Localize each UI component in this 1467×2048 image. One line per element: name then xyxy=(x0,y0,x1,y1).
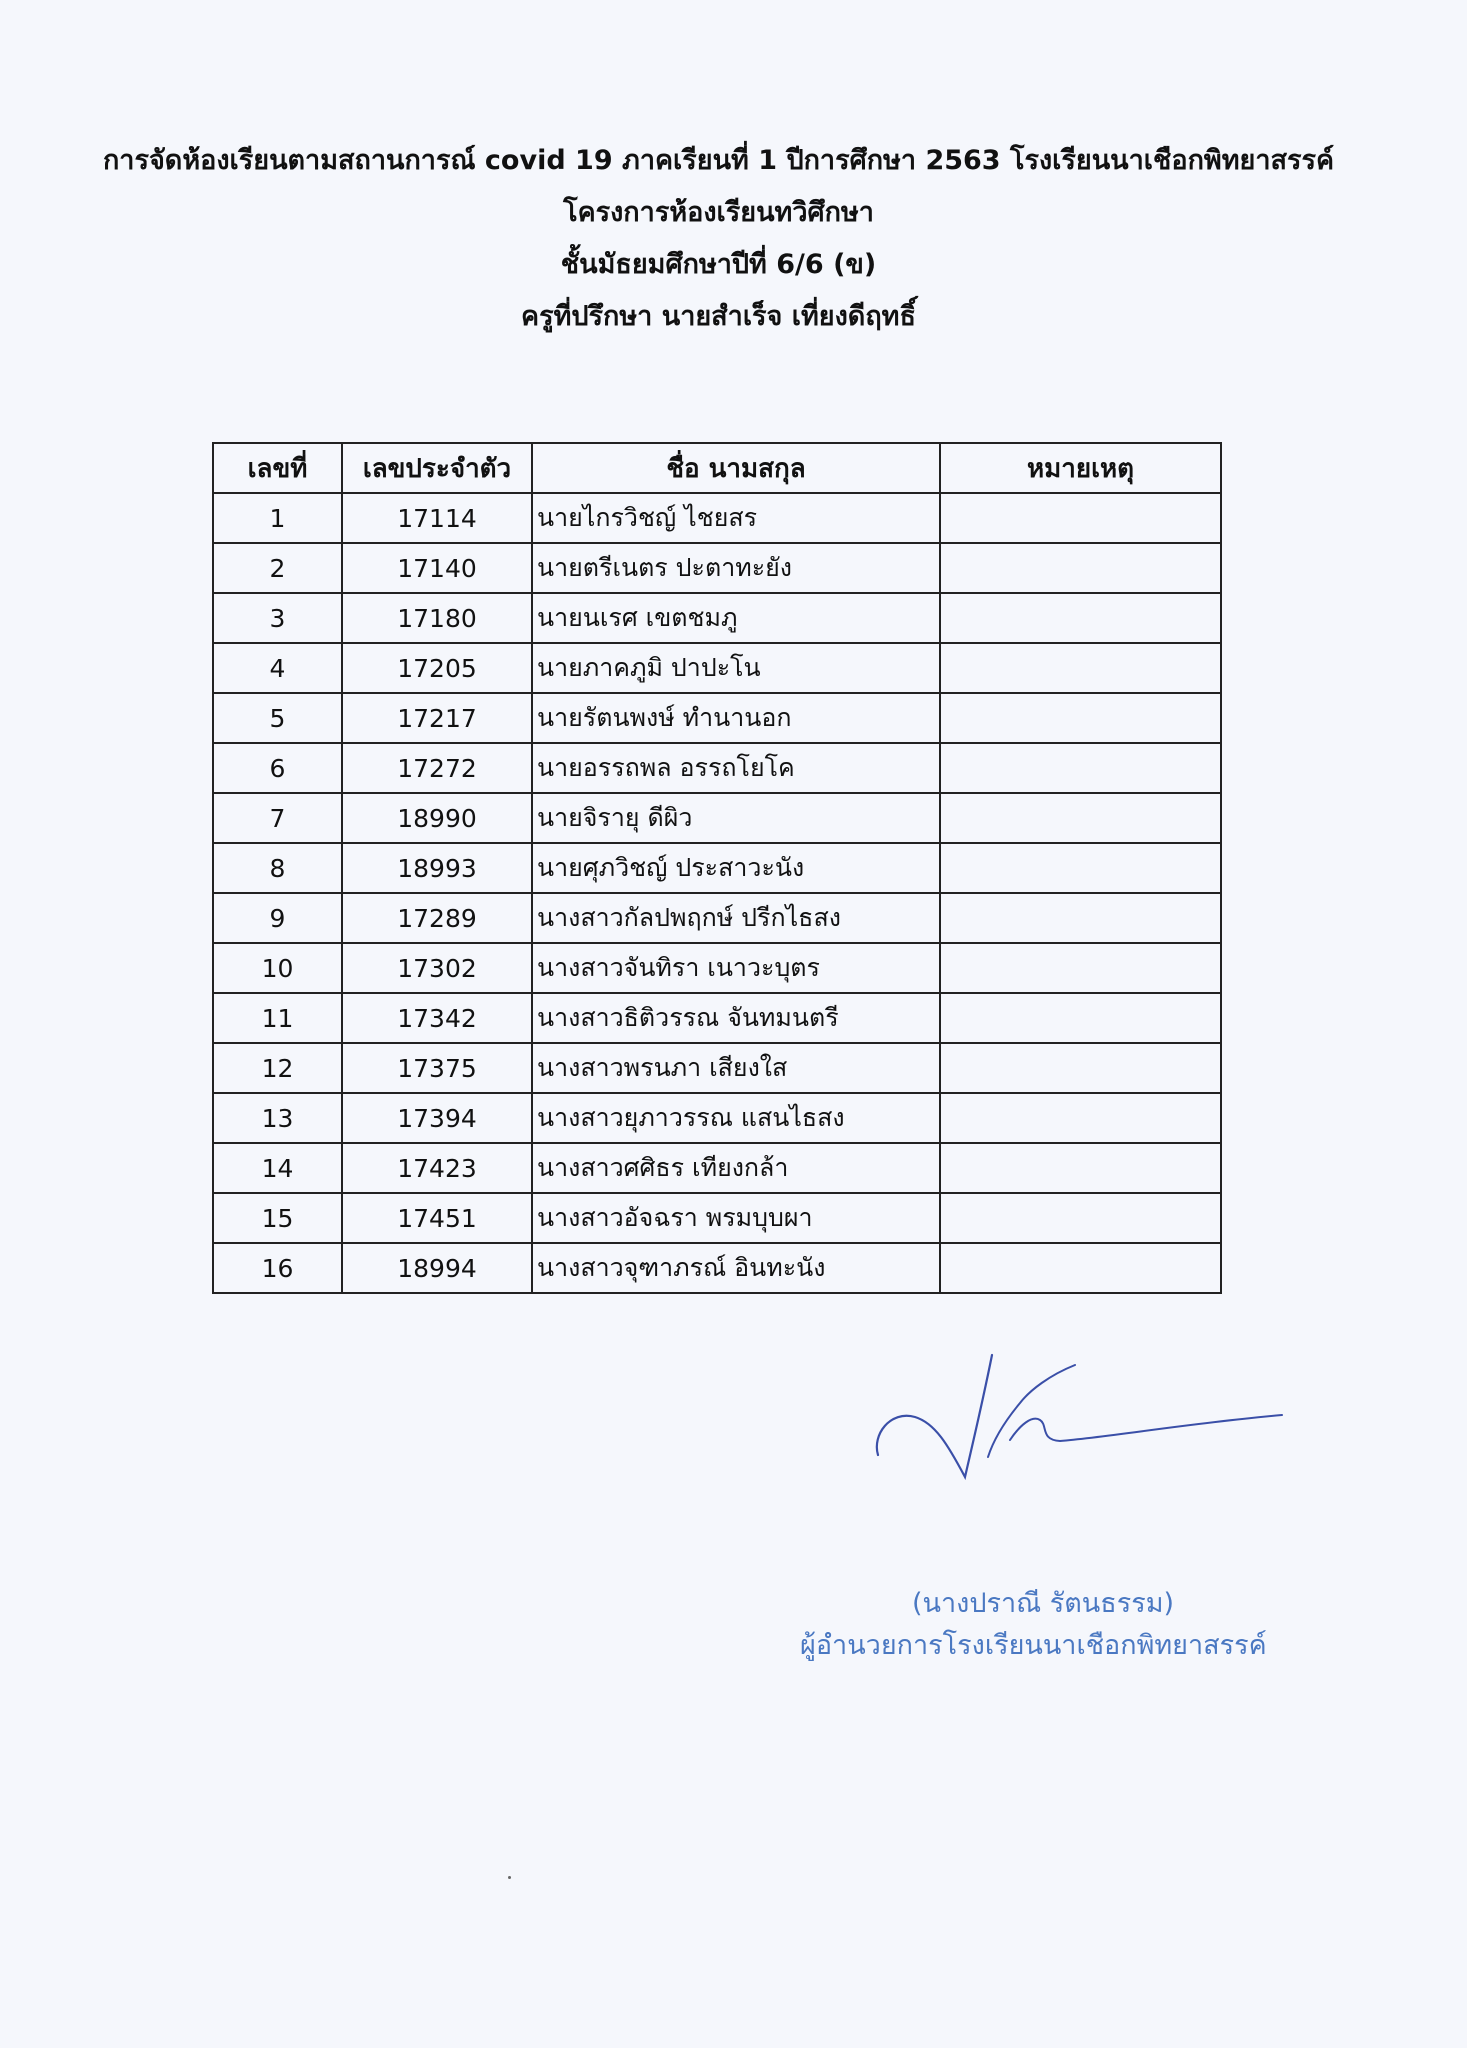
column-header-no: เลขที่ xyxy=(213,443,342,493)
table-row xyxy=(213,893,1221,943)
cell-student-name: นางสาวศศิธร เทียงกล้า xyxy=(532,1143,940,1193)
cell-note xyxy=(940,1143,1221,1193)
cell-student-name: นางสาวพรนภา เสียงใส xyxy=(532,1043,940,1093)
cell-note xyxy=(940,493,1221,543)
cell-student-name: นางสาวธิติวรรณ จันทมนตรี xyxy=(532,993,940,1043)
cell-number: 5 xyxy=(213,693,342,743)
cell-student-id: 18990 xyxy=(342,793,532,843)
cell-student-name: นายไกรวิชญ์ ไชยสร xyxy=(532,493,940,543)
cell-student-name: นางสาวจุฑาภรณ์ อินทะนัง xyxy=(532,1243,940,1293)
cell-student-id: 17140 xyxy=(342,543,532,593)
cell-student-id: 18994 xyxy=(342,1243,532,1293)
cell-number: 2 xyxy=(213,543,342,593)
table-row xyxy=(213,643,1221,693)
cell-note xyxy=(940,1043,1221,1093)
signer-position: ผู้อำนวยการโรงเรียนนาเชือกพิทยาสรรค์ xyxy=(800,1630,1267,1661)
table-row xyxy=(213,843,1221,893)
column-header-id: เลขประจำตัว xyxy=(342,443,532,493)
cell-student-id: 17205 xyxy=(342,643,532,693)
table-row xyxy=(213,793,1221,843)
header-title: การจัดห้องเรียนตามสถานการณ์ covid 19 ภาคเรียนที่ 1 ปีการศึกษา 2563 โรงเรียนนาเชือกพิทยาสรรค์ xyxy=(102,145,1335,176)
document-header xyxy=(0,135,1467,343)
cell-student-name: นางสาวกัลปพฤกษ์ ปรีกไธสง xyxy=(532,893,940,943)
cell-number: 7 xyxy=(213,793,342,843)
cell-student-name: นางสาวยุภาวรรณ แสนไธสง xyxy=(532,1093,940,1143)
cell-student-name: นายจิรายุ ดีผิว xyxy=(532,793,940,843)
table-row xyxy=(213,493,1221,543)
table-row xyxy=(213,1243,1221,1293)
table-row xyxy=(213,693,1221,743)
table-row xyxy=(213,993,1221,1043)
cell-number: 8 xyxy=(213,843,342,893)
table-row xyxy=(213,593,1221,643)
table-row xyxy=(213,543,1221,593)
cell-student-id: 17272 xyxy=(342,743,532,793)
cell-note xyxy=(940,593,1221,643)
cell-student-id: 17451 xyxy=(342,1193,532,1243)
cell-student-id: 18993 xyxy=(342,843,532,893)
cell-note xyxy=(940,793,1221,843)
cell-student-id: 17217 xyxy=(342,693,532,743)
cell-number: 4 xyxy=(213,643,342,693)
student-table xyxy=(212,442,1222,1294)
cell-note xyxy=(940,643,1221,693)
table-row xyxy=(213,1043,1221,1093)
cell-student-id: 17375 xyxy=(342,1043,532,1093)
paper-speck xyxy=(508,1876,511,1879)
table-row xyxy=(213,1143,1221,1193)
signer-name: (นางปราณี รัตนธรรม) xyxy=(912,1588,1175,1619)
cell-student-name: นายนเรศ เขตชมภู xyxy=(532,593,940,643)
cell-number: 9 xyxy=(213,893,342,943)
cell-student-name: นายศุภวิชญ์ ประสาวะนัง xyxy=(532,843,940,893)
cell-student-id: 17423 xyxy=(342,1143,532,1193)
cell-number: 15 xyxy=(213,1193,342,1243)
table-header-row xyxy=(213,443,1221,493)
cell-note xyxy=(940,543,1221,593)
table-row xyxy=(213,943,1221,993)
cell-student-id: 17394 xyxy=(342,1093,532,1143)
cell-number: 12 xyxy=(213,1043,342,1093)
cell-note xyxy=(940,993,1221,1043)
cell-note xyxy=(940,1093,1221,1143)
table-row xyxy=(213,1093,1221,1143)
cell-student-name: นางสาวอัจฉรา พรมบุบผา xyxy=(532,1193,940,1243)
cell-student-name: นายภาคภูมิ ปาปะโน xyxy=(532,643,940,693)
cell-student-name: นางสาวจันทิรา เนาวะบุตร xyxy=(532,943,940,993)
table-body xyxy=(213,493,1221,1293)
cell-number: 13 xyxy=(213,1093,342,1143)
cell-number: 6 xyxy=(213,743,342,793)
header-class: ชั้นมัธยมศึกษาปีที่ 6/6 (ข) xyxy=(560,249,877,280)
cell-number: 16 xyxy=(213,1243,342,1293)
cell-student-id: 17302 xyxy=(342,943,532,993)
cell-note xyxy=(940,1193,1221,1243)
cell-number: 11 xyxy=(213,993,342,1043)
cell-student-id: 17342 xyxy=(342,993,532,1043)
table-row xyxy=(213,743,1221,793)
cell-note xyxy=(940,693,1221,743)
cell-note xyxy=(940,743,1221,793)
cell-number: 1 xyxy=(213,493,342,543)
cell-student-id: 17114 xyxy=(342,493,532,543)
cell-note xyxy=(940,893,1221,943)
cell-number: 10 xyxy=(213,943,342,993)
cell-student-name: นายรัตนพงษ์ ทำนานอก xyxy=(532,693,940,743)
signer-block xyxy=(800,1583,1300,1667)
header-advisor: ครูที่ปรึกษา นายสำเร็จ เที่ยงดีฤทธิ์ xyxy=(521,301,916,332)
header-program: โครงการห้องเรียนทวิศึกษา xyxy=(563,197,874,228)
column-header-name: ชื่อ นามสกุล xyxy=(532,443,940,493)
cell-note xyxy=(940,843,1221,893)
cell-student-id: 17289 xyxy=(342,893,532,943)
column-header-note: หมายเหตุ xyxy=(940,443,1221,493)
cell-number: 14 xyxy=(213,1143,342,1193)
cell-note xyxy=(940,1243,1221,1293)
signature-image xyxy=(870,1345,1290,1485)
cell-student-id: 17180 xyxy=(342,593,532,643)
cell-student-name: นายอรรถพล อรรถโยโค xyxy=(532,743,940,793)
cell-number: 3 xyxy=(213,593,342,643)
cell-student-name: นายตรีเนตร ปะตาทะยัง xyxy=(532,543,940,593)
table-row xyxy=(213,1193,1221,1243)
cell-note xyxy=(940,943,1221,993)
